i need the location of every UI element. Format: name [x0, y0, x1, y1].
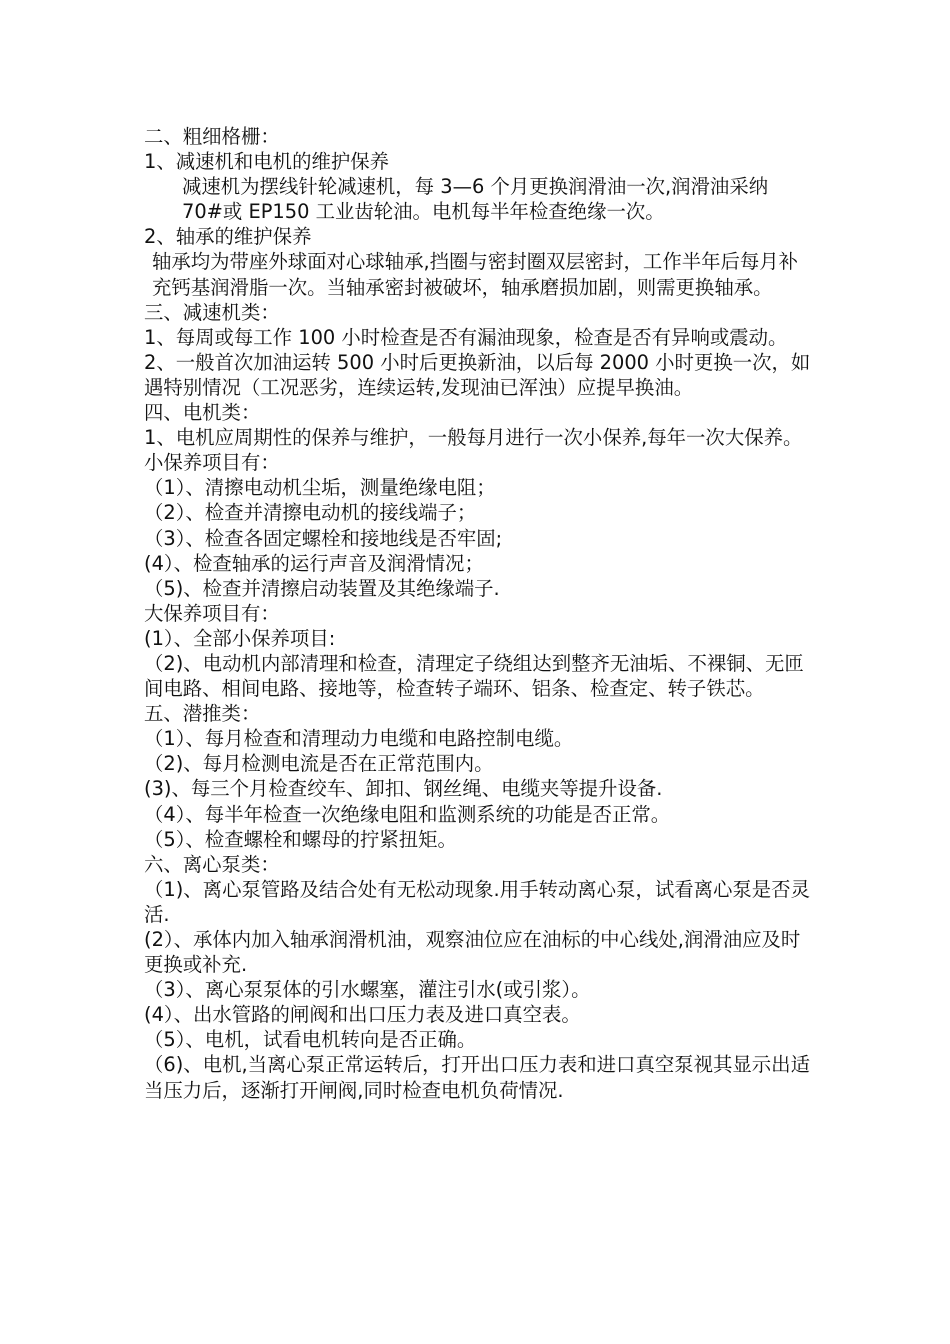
paragraph-reducer-maintenance: 减速机为摆线针轮减速机，每 3—6 个月更换润滑油一次,润滑油采纳 70#或 EP150 工业齿轮油。电机每半年检查绝缘一次。	[182, 175, 769, 224]
document-body	[144, 124, 814, 1103]
subheading-reducer-motor-maintenance: 1、减速机和电机的维护保养	[144, 150, 390, 174]
list-item-thruster-4: （4）、每半年检查一次绝缘电阻和监测系统的功能是否正常。	[144, 802, 671, 826]
list-item-minor-4: (4）、检查轴承的运行声音及润滑情况；	[144, 551, 484, 575]
list-item-pump-3: （3）、离心泵泵体的引水螺塞，灌注引水(或引浆）。	[144, 978, 591, 1002]
list-item-pump-5: （5）、电机，试看电机转向是否正确。	[144, 1028, 477, 1052]
list-item-pump-6: （6)、电机,当离心泵正常运转后，打开出口压力表和进口真空泵视其显示出适当压力后，逐渐打开闸阀,同时检查电机负荷情况.	[144, 1053, 810, 1102]
subheading-bearing-maintenance: 2、轴承的维护保养	[144, 225, 312, 249]
section-heading-grille: 二、粗细格栅：	[144, 125, 280, 148]
paragraph-bearing-maintenance: 轴承均为带座外球面对心球轴承,挡圈与密封圈双层密封，工作半年后每月补充钙基润滑脂一次。当轴承密封被破坏，轴承磨损加剧，则需更换轴承。	[152, 250, 799, 299]
list-item-minor-2: （2）、检查并清擦电动机的接线端子；	[144, 501, 477, 525]
section-heading-submersible-thruster: 五、潜推类：	[144, 702, 261, 726]
section-heading-reducer: 三、减速机类：	[144, 300, 280, 324]
heading-major-maintenance-items: 大保养项目有：	[144, 601, 280, 625]
list-item-thruster-2: （2)、每月检测电流是否在正常范围内。	[144, 752, 494, 776]
list-item-minor-3: （3）、检查各固定螺栓和接地线是否牢固;	[144, 526, 503, 550]
paragraph-reducer-weekly-check: 1、每周或每工作 100 小时检查是否有漏油现象，检查是否有异响或震动。	[144, 325, 788, 349]
list-item-pump-4: (4）、出水管路的闸阀和出口压力表及进口真空表。	[144, 1003, 581, 1027]
list-item-major-1: (1）、全部小保养项目:	[144, 626, 336, 650]
heading-minor-maintenance-items: 小保养项目有：	[144, 451, 280, 475]
list-item-pump-1: （1)、离心泵管路及结合处有无松动现象.用手转动离心泵，试看离心泵是否灵活.	[144, 877, 810, 926]
list-item-thruster-1: （1）、每月检查和清理动力电缆和电路控制电缆。	[144, 727, 574, 751]
list-item-minor-1: （1）、清擦电动机尘垢，测量绝缘电阻；	[144, 476, 496, 500]
section-heading-centrifugal-pump: 六、离心泵类：	[144, 852, 280, 876]
paragraph-reducer-oil-change: 2、一般首次加油运转 500 小时后更换新油，以后每 2000 小时更换一次，如遇特别情况（工况恶劣，连续运转,发现油已浑浊）应提早换油。	[144, 350, 811, 399]
list-item-pump-2: (2）、承体内加入轴承润滑机油，观察油位应在油标的中心线处,润滑油应及时更换或补充.	[144, 928, 801, 977]
list-item-thruster-5: （5）、检查螺栓和螺母的拧紧扭矩。	[144, 827, 457, 851]
list-item-thruster-3: (3)、每三个月检查绞车、卸扣、钢丝绳、电缆夹等提升设备.	[144, 777, 663, 801]
paragraph-motor-periodic-maintenance: 1、电机应周期性的保养与维护，一般每月进行一次小保养,每年一次大保养。	[144, 426, 803, 450]
list-item-major-2: （2)、电动机内部清理和检查，清理定子绕组达到整齐无油垢、不裸铜、无匝间电路、相间电路、接地等，检查转子端环、铝条、检查定、转子铁芯。	[144, 651, 804, 701]
section-heading-motor: 四、电机类：	[144, 401, 261, 425]
list-item-minor-5: （5)、检查并清擦启动装置及其绝缘端子.	[144, 576, 500, 600]
